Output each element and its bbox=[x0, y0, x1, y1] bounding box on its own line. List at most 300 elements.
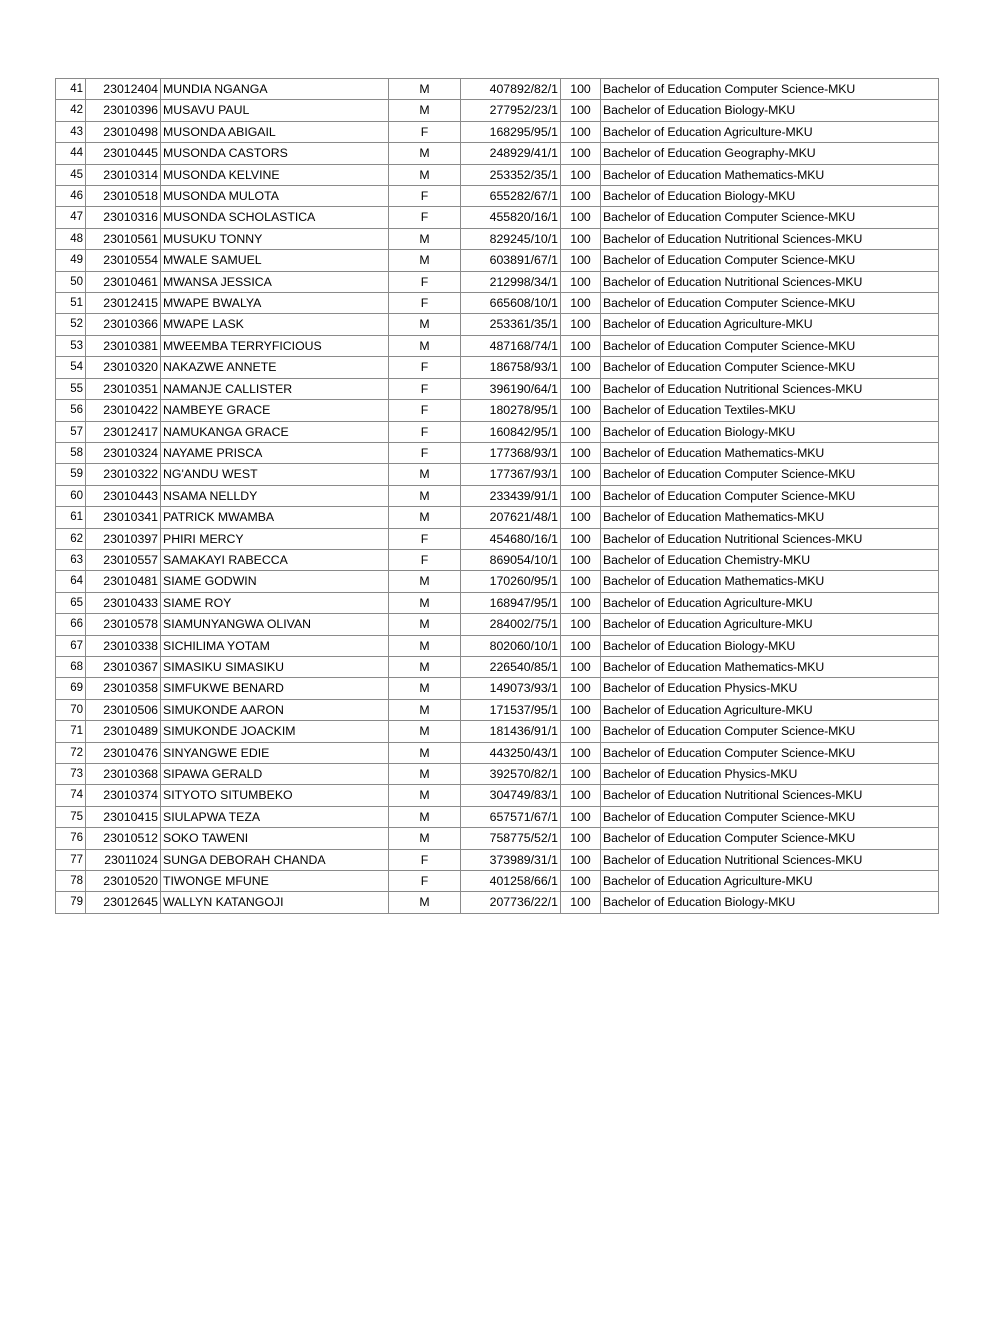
application-number: 23010397 bbox=[86, 528, 161, 549]
candidate-score: 100 bbox=[561, 507, 601, 528]
programme-name: Bachelor of Education Biology-MKU bbox=[601, 635, 939, 656]
candidate-score: 100 bbox=[561, 592, 601, 613]
candidate-score: 100 bbox=[561, 849, 601, 870]
candidate-sex: M bbox=[389, 892, 461, 913]
table-row bbox=[56, 100, 939, 121]
candidate-name: SIMUKONDE JOACKIM bbox=[161, 721, 389, 742]
row-index: 44 bbox=[56, 143, 86, 164]
application-number: 23011024 bbox=[86, 849, 161, 870]
candidate-sex: M bbox=[389, 164, 461, 185]
candidate-sex: M bbox=[389, 764, 461, 785]
row-index: 55 bbox=[56, 378, 86, 399]
row-index: 76 bbox=[56, 828, 86, 849]
row-index: 66 bbox=[56, 614, 86, 635]
candidate-sex: M bbox=[389, 635, 461, 656]
candidate-score: 100 bbox=[561, 271, 601, 292]
table-row bbox=[56, 250, 939, 271]
programme-name: Bachelor of Education Agriculture-MKU bbox=[601, 592, 939, 613]
application-number: 23010578 bbox=[86, 614, 161, 635]
candidate-score: 100 bbox=[561, 400, 601, 421]
row-index: 69 bbox=[56, 678, 86, 699]
row-index: 52 bbox=[56, 314, 86, 335]
candidate-sex: F bbox=[389, 271, 461, 292]
row-index: 47 bbox=[56, 207, 86, 228]
table-row bbox=[56, 764, 939, 785]
row-index: 51 bbox=[56, 293, 86, 314]
candidate-name: SIMUKONDE AARON bbox=[161, 699, 389, 720]
programme-name: Bachelor of Education Physics-MKU bbox=[601, 678, 939, 699]
table-row bbox=[56, 293, 939, 314]
table-row bbox=[56, 635, 939, 656]
table-row bbox=[56, 656, 939, 677]
application-number: 23010320 bbox=[86, 357, 161, 378]
candidate-name: NAMANJE CALLISTER bbox=[161, 378, 389, 399]
candidate-name: MUSAVU PAUL bbox=[161, 100, 389, 121]
candidate-score: 100 bbox=[561, 806, 601, 827]
table-row bbox=[56, 528, 939, 549]
candidate-name: MUSONDA KELVINE bbox=[161, 164, 389, 185]
application-number: 23010368 bbox=[86, 764, 161, 785]
candidate-name: NAMBEYE GRACE bbox=[161, 400, 389, 421]
programme-name: Bachelor of Education Nutritional Sciences-MKU bbox=[601, 785, 939, 806]
candidate-sex: F bbox=[389, 357, 461, 378]
table-row bbox=[56, 357, 939, 378]
candidate-score: 100 bbox=[561, 635, 601, 656]
candidate-score: 100 bbox=[561, 699, 601, 720]
candidate-name: SIMASIKU SIMASIKU bbox=[161, 656, 389, 677]
programme-name: Bachelor of Education Computer Science-MKU bbox=[601, 293, 939, 314]
candidate-sex: F bbox=[389, 528, 461, 549]
candidate-score: 100 bbox=[561, 678, 601, 699]
row-index: 59 bbox=[56, 464, 86, 485]
table-row bbox=[56, 699, 939, 720]
programme-name: Bachelor of Education Biology-MKU bbox=[601, 892, 939, 913]
table-row bbox=[56, 678, 939, 699]
application-number: 23010322 bbox=[86, 464, 161, 485]
candidate-name: NG'ANDU WEST bbox=[161, 464, 389, 485]
table-row bbox=[56, 314, 939, 335]
application-number: 23010341 bbox=[86, 507, 161, 528]
candidate-nrc: 233439/91/1 bbox=[461, 485, 561, 506]
application-number: 23010358 bbox=[86, 678, 161, 699]
row-index: 57 bbox=[56, 421, 86, 442]
candidate-nrc: 186758/93/1 bbox=[461, 357, 561, 378]
candidate-sex: M bbox=[389, 507, 461, 528]
candidate-name: NAYAME PRISCA bbox=[161, 442, 389, 463]
application-number: 23010422 bbox=[86, 400, 161, 421]
candidate-sex: M bbox=[389, 228, 461, 249]
application-number: 23010316 bbox=[86, 207, 161, 228]
programme-name: Bachelor of Education Agriculture-MKU bbox=[601, 121, 939, 142]
programme-name: Bachelor of Education Mathematics-MKU bbox=[601, 507, 939, 528]
programme-name: Bachelor of Education Mathematics-MKU bbox=[601, 442, 939, 463]
application-number: 23010396 bbox=[86, 100, 161, 121]
row-index: 45 bbox=[56, 164, 86, 185]
row-index: 60 bbox=[56, 485, 86, 506]
candidate-name: SAMAKAYI RABECCA bbox=[161, 549, 389, 570]
application-number: 23010506 bbox=[86, 699, 161, 720]
table-row bbox=[56, 592, 939, 613]
candidate-nrc: 160842/95/1 bbox=[461, 421, 561, 442]
programme-name: Bachelor of Education Computer Science-MKU bbox=[601, 806, 939, 827]
table-row bbox=[56, 721, 939, 742]
candidate-nrc: 149073/93/1 bbox=[461, 678, 561, 699]
candidate-score: 100 bbox=[561, 656, 601, 677]
candidate-nrc: 655282/67/1 bbox=[461, 186, 561, 207]
candidate-nrc: 284002/75/1 bbox=[461, 614, 561, 635]
candidate-sex: M bbox=[389, 678, 461, 699]
candidate-nrc: 829245/10/1 bbox=[461, 228, 561, 249]
candidate-name: MWAPE BWALYA bbox=[161, 293, 389, 314]
candidate-score: 100 bbox=[561, 764, 601, 785]
candidate-nrc: 454680/16/1 bbox=[461, 528, 561, 549]
programme-name: Bachelor of Education Mathematics-MKU bbox=[601, 571, 939, 592]
candidate-sex: M bbox=[389, 314, 461, 335]
candidate-nrc: 277952/23/1 bbox=[461, 100, 561, 121]
row-index: 48 bbox=[56, 228, 86, 249]
application-number: 23010366 bbox=[86, 314, 161, 335]
programme-name: Bachelor of Education Computer Science-MKU bbox=[601, 335, 939, 356]
candidate-nrc: 248929/41/1 bbox=[461, 143, 561, 164]
row-index: 78 bbox=[56, 871, 86, 892]
candidate-score: 100 bbox=[561, 335, 601, 356]
candidate-name: WALLYN KATANGOJI bbox=[161, 892, 389, 913]
candidate-sex: F bbox=[389, 421, 461, 442]
candidate-score: 100 bbox=[561, 79, 601, 100]
programme-name: Bachelor of Education Computer Science-MKU bbox=[601, 485, 939, 506]
candidate-nrc: 396190/64/1 bbox=[461, 378, 561, 399]
row-index: 67 bbox=[56, 635, 86, 656]
application-number: 23010520 bbox=[86, 871, 161, 892]
table-row bbox=[56, 143, 939, 164]
row-index: 70 bbox=[56, 699, 86, 720]
candidate-name: SIAME ROY bbox=[161, 592, 389, 613]
application-number: 23010557 bbox=[86, 549, 161, 570]
candidate-score: 100 bbox=[561, 828, 601, 849]
candidate-nrc: 181436/91/1 bbox=[461, 721, 561, 742]
candidate-sex: M bbox=[389, 806, 461, 827]
table-row bbox=[56, 186, 939, 207]
application-number: 23010374 bbox=[86, 785, 161, 806]
programme-name: Bachelor of Education Biology-MKU bbox=[601, 100, 939, 121]
candidate-score: 100 bbox=[561, 742, 601, 763]
application-number: 23010561 bbox=[86, 228, 161, 249]
candidate-nrc: 443250/43/1 bbox=[461, 742, 561, 763]
candidate-nrc: 392570/82/1 bbox=[461, 764, 561, 785]
candidate-nrc: 207736/22/1 bbox=[461, 892, 561, 913]
candidate-score: 100 bbox=[561, 785, 601, 806]
candidate-score: 100 bbox=[561, 186, 601, 207]
row-index: 73 bbox=[56, 764, 86, 785]
candidate-sex: M bbox=[389, 100, 461, 121]
programme-name: Bachelor of Education Nutritional Sciences-MKU bbox=[601, 228, 939, 249]
row-index: 49 bbox=[56, 250, 86, 271]
candidate-name: MUSONDA ABIGAIL bbox=[161, 121, 389, 142]
row-index: 71 bbox=[56, 721, 86, 742]
application-number: 23010554 bbox=[86, 250, 161, 271]
candidate-nrc: 869054/10/1 bbox=[461, 549, 561, 570]
application-number: 23010461 bbox=[86, 271, 161, 292]
row-index: 54 bbox=[56, 357, 86, 378]
row-index: 79 bbox=[56, 892, 86, 913]
row-index: 72 bbox=[56, 742, 86, 763]
candidate-nrc: 455820/16/1 bbox=[461, 207, 561, 228]
table-row bbox=[56, 485, 939, 506]
candidate-sex: M bbox=[389, 656, 461, 677]
programme-name: Bachelor of Education Computer Science-MKU bbox=[601, 79, 939, 100]
candidate-score: 100 bbox=[561, 250, 601, 271]
application-number: 23012417 bbox=[86, 421, 161, 442]
candidate-sex: F bbox=[389, 849, 461, 870]
candidate-sex: F bbox=[389, 207, 461, 228]
candidate-score: 100 bbox=[561, 464, 601, 485]
candidate-score: 100 bbox=[561, 871, 601, 892]
candidate-sex: F bbox=[389, 871, 461, 892]
row-index: 75 bbox=[56, 806, 86, 827]
programme-name: Bachelor of Education Nutritional Sciences-MKU bbox=[601, 849, 939, 870]
candidate-sex: M bbox=[389, 828, 461, 849]
candidate-nrc: 253361/35/1 bbox=[461, 314, 561, 335]
candidate-sex: M bbox=[389, 485, 461, 506]
table-row bbox=[56, 164, 939, 185]
row-index: 56 bbox=[56, 400, 86, 421]
application-number: 23010367 bbox=[86, 656, 161, 677]
candidate-name: SICHILIMA YOTAM bbox=[161, 635, 389, 656]
candidate-score: 100 bbox=[561, 549, 601, 570]
candidate-name: MWAPE LASK bbox=[161, 314, 389, 335]
programme-name: Bachelor of Education Physics-MKU bbox=[601, 764, 939, 785]
candidate-score: 100 bbox=[561, 207, 601, 228]
table-row bbox=[56, 271, 939, 292]
candidate-score: 100 bbox=[561, 378, 601, 399]
candidate-name: MUSUKU TONNY bbox=[161, 228, 389, 249]
application-number: 23012404 bbox=[86, 79, 161, 100]
candidate-name: MUSONDA MULOTA bbox=[161, 186, 389, 207]
application-number: 23010476 bbox=[86, 742, 161, 763]
candidate-name: PHIRI MERCY bbox=[161, 528, 389, 549]
candidate-name: SINYANGWE EDIE bbox=[161, 742, 389, 763]
candidate-nrc: 401258/66/1 bbox=[461, 871, 561, 892]
row-index: 77 bbox=[56, 849, 86, 870]
admissions-table bbox=[55, 78, 939, 914]
candidate-nrc: 603891/67/1 bbox=[461, 250, 561, 271]
table-row bbox=[56, 79, 939, 100]
table-row bbox=[56, 614, 939, 635]
row-index: 68 bbox=[56, 656, 86, 677]
candidate-nrc: 665608/10/1 bbox=[461, 293, 561, 314]
table-row bbox=[56, 549, 939, 570]
candidate-nrc: 758775/52/1 bbox=[461, 828, 561, 849]
programme-name: Bachelor of Education Computer Science-MKU bbox=[601, 250, 939, 271]
candidate-nrc: 177367/93/1 bbox=[461, 464, 561, 485]
row-index: 61 bbox=[56, 507, 86, 528]
table-row bbox=[56, 228, 939, 249]
candidate-sex: M bbox=[389, 785, 461, 806]
application-number: 23012415 bbox=[86, 293, 161, 314]
programme-name: Bachelor of Education Textiles-MKU bbox=[601, 400, 939, 421]
candidate-nrc: 168295/95/1 bbox=[461, 121, 561, 142]
candidate-sex: F bbox=[389, 400, 461, 421]
application-number: 23010443 bbox=[86, 485, 161, 506]
programme-name: Bachelor of Education Computer Science-MKU bbox=[601, 357, 939, 378]
table-row bbox=[56, 335, 939, 356]
table-row bbox=[56, 400, 939, 421]
candidate-name: NAKAZWE ANNETE bbox=[161, 357, 389, 378]
candidate-score: 100 bbox=[561, 143, 601, 164]
table-row bbox=[56, 871, 939, 892]
row-index: 58 bbox=[56, 442, 86, 463]
candidate-score: 100 bbox=[561, 121, 601, 142]
candidate-name: SIMFUKWE BENARD bbox=[161, 678, 389, 699]
table-row bbox=[56, 828, 939, 849]
row-index: 46 bbox=[56, 186, 86, 207]
candidate-sex: F bbox=[389, 293, 461, 314]
application-number: 23010433 bbox=[86, 592, 161, 613]
programme-name: Bachelor of Education Computer Science-MKU bbox=[601, 721, 939, 742]
programme-name: Bachelor of Education Computer Science-MKU bbox=[601, 464, 939, 485]
candidate-name: SOKO TAWENI bbox=[161, 828, 389, 849]
candidate-score: 100 bbox=[561, 164, 601, 185]
candidate-nrc: 373989/31/1 bbox=[461, 849, 561, 870]
candidate-name: SIPAWA GERALD bbox=[161, 764, 389, 785]
candidate-name: SITYOTO SITUMBEKO bbox=[161, 785, 389, 806]
candidate-name: MWEEMBA TERRYFICIOUS bbox=[161, 335, 389, 356]
table-row bbox=[56, 378, 939, 399]
programme-name: Bachelor of Education Agriculture-MKU bbox=[601, 871, 939, 892]
table-row bbox=[56, 442, 939, 463]
candidate-name: SIAMUNYANGWA OLIVAN bbox=[161, 614, 389, 635]
candidate-nrc: 180278/95/1 bbox=[461, 400, 561, 421]
application-number: 23010415 bbox=[86, 806, 161, 827]
candidate-name: SUNGA DEBORAH CHANDA bbox=[161, 849, 389, 870]
row-index: 74 bbox=[56, 785, 86, 806]
candidate-score: 100 bbox=[561, 528, 601, 549]
table-row bbox=[56, 464, 939, 485]
table-row bbox=[56, 571, 939, 592]
programme-name: Bachelor of Education Nutritional Sciences-MKU bbox=[601, 378, 939, 399]
programme-name: Bachelor of Education Computer Science-MKU bbox=[601, 828, 939, 849]
candidate-name: SIULAPWA TEZA bbox=[161, 806, 389, 827]
candidate-name: MUNDIA NGANGA bbox=[161, 79, 389, 100]
candidate-nrc: 304749/83/1 bbox=[461, 785, 561, 806]
row-index: 41 bbox=[56, 79, 86, 100]
candidate-score: 100 bbox=[561, 100, 601, 121]
table-row bbox=[56, 892, 939, 913]
candidate-sex: M bbox=[389, 699, 461, 720]
candidate-nrc: 253352/35/1 bbox=[461, 164, 561, 185]
programme-name: Bachelor of Education Computer Science-MKU bbox=[601, 207, 939, 228]
candidate-sex: M bbox=[389, 143, 461, 164]
row-index: 65 bbox=[56, 592, 86, 613]
table-row bbox=[56, 785, 939, 806]
candidate-nrc: 226540/85/1 bbox=[461, 656, 561, 677]
programme-name: Bachelor of Education Geography-MKU bbox=[601, 143, 939, 164]
candidate-score: 100 bbox=[561, 892, 601, 913]
programme-name: Bachelor of Education Agriculture-MKU bbox=[601, 314, 939, 335]
candidate-score: 100 bbox=[561, 314, 601, 335]
candidate-nrc: 212998/34/1 bbox=[461, 271, 561, 292]
candidate-sex: M bbox=[389, 464, 461, 485]
candidate-name: MWALE SAMUEL bbox=[161, 250, 389, 271]
candidate-name: TIWONGE MFUNE bbox=[161, 871, 389, 892]
application-number: 23010512 bbox=[86, 828, 161, 849]
candidate-nrc: 207621/48/1 bbox=[461, 507, 561, 528]
row-index: 50 bbox=[56, 271, 86, 292]
candidate-nrc: 171537/95/1 bbox=[461, 699, 561, 720]
row-index: 63 bbox=[56, 549, 86, 570]
application-number: 23010338 bbox=[86, 635, 161, 656]
programme-name: Bachelor of Education Agriculture-MKU bbox=[601, 614, 939, 635]
candidate-sex: F bbox=[389, 121, 461, 142]
programme-name: Bachelor of Education Mathematics-MKU bbox=[601, 656, 939, 677]
candidate-name: SIAME GODWIN bbox=[161, 571, 389, 592]
table-row bbox=[56, 806, 939, 827]
table-row bbox=[56, 121, 939, 142]
candidate-sex: M bbox=[389, 742, 461, 763]
candidate-sex: M bbox=[389, 721, 461, 742]
candidate-nrc: 657571/67/1 bbox=[461, 806, 561, 827]
table-row bbox=[56, 742, 939, 763]
candidate-score: 100 bbox=[561, 442, 601, 463]
programme-name: Bachelor of Education Nutritional Sciences-MKU bbox=[601, 528, 939, 549]
candidate-nrc: 170260/95/1 bbox=[461, 571, 561, 592]
candidate-sex: M bbox=[389, 592, 461, 613]
application-number: 23010381 bbox=[86, 335, 161, 356]
application-number: 23010314 bbox=[86, 164, 161, 185]
row-index: 53 bbox=[56, 335, 86, 356]
candidate-sex: F bbox=[389, 378, 461, 399]
candidate-name: MUSONDA SCHOLASTICA bbox=[161, 207, 389, 228]
candidate-nrc: 407892/82/1 bbox=[461, 79, 561, 100]
application-number: 23010324 bbox=[86, 442, 161, 463]
table-row bbox=[56, 207, 939, 228]
application-number: 23010481 bbox=[86, 571, 161, 592]
table-row bbox=[56, 507, 939, 528]
candidate-score: 100 bbox=[561, 614, 601, 635]
application-number: 23010445 bbox=[86, 143, 161, 164]
programme-name: Bachelor of Education Biology-MKU bbox=[601, 186, 939, 207]
application-number: 23010518 bbox=[86, 186, 161, 207]
row-index: 43 bbox=[56, 121, 86, 142]
programme-name: Bachelor of Education Chemistry-MKU bbox=[601, 549, 939, 570]
application-number: 23010498 bbox=[86, 121, 161, 142]
programme-name: Bachelor of Education Nutritional Sciences-MKU bbox=[601, 271, 939, 292]
candidate-score: 100 bbox=[561, 721, 601, 742]
candidate-name: NAMUKANGA GRACE bbox=[161, 421, 389, 442]
candidate-score: 100 bbox=[561, 293, 601, 314]
candidate-name: PATRICK MWAMBA bbox=[161, 507, 389, 528]
application-number: 23010351 bbox=[86, 378, 161, 399]
candidate-nrc: 802060/10/1 bbox=[461, 635, 561, 656]
programme-name: Bachelor of Education Computer Science-MKU bbox=[601, 742, 939, 763]
candidate-sex: F bbox=[389, 549, 461, 570]
candidate-score: 100 bbox=[561, 228, 601, 249]
programme-name: Bachelor of Education Biology-MKU bbox=[601, 421, 939, 442]
candidate-nrc: 487168/74/1 bbox=[461, 335, 561, 356]
candidate-sex: M bbox=[389, 571, 461, 592]
candidate-score: 100 bbox=[561, 357, 601, 378]
row-index: 64 bbox=[56, 571, 86, 592]
row-index: 62 bbox=[56, 528, 86, 549]
candidate-score: 100 bbox=[561, 421, 601, 442]
candidate-name: MWANSA JESSICA bbox=[161, 271, 389, 292]
candidate-sex: M bbox=[389, 79, 461, 100]
table-row bbox=[56, 421, 939, 442]
candidate-sex: M bbox=[389, 614, 461, 635]
candidate-nrc: 168947/95/1 bbox=[461, 592, 561, 613]
row-index: 42 bbox=[56, 100, 86, 121]
candidate-sex: M bbox=[389, 335, 461, 356]
